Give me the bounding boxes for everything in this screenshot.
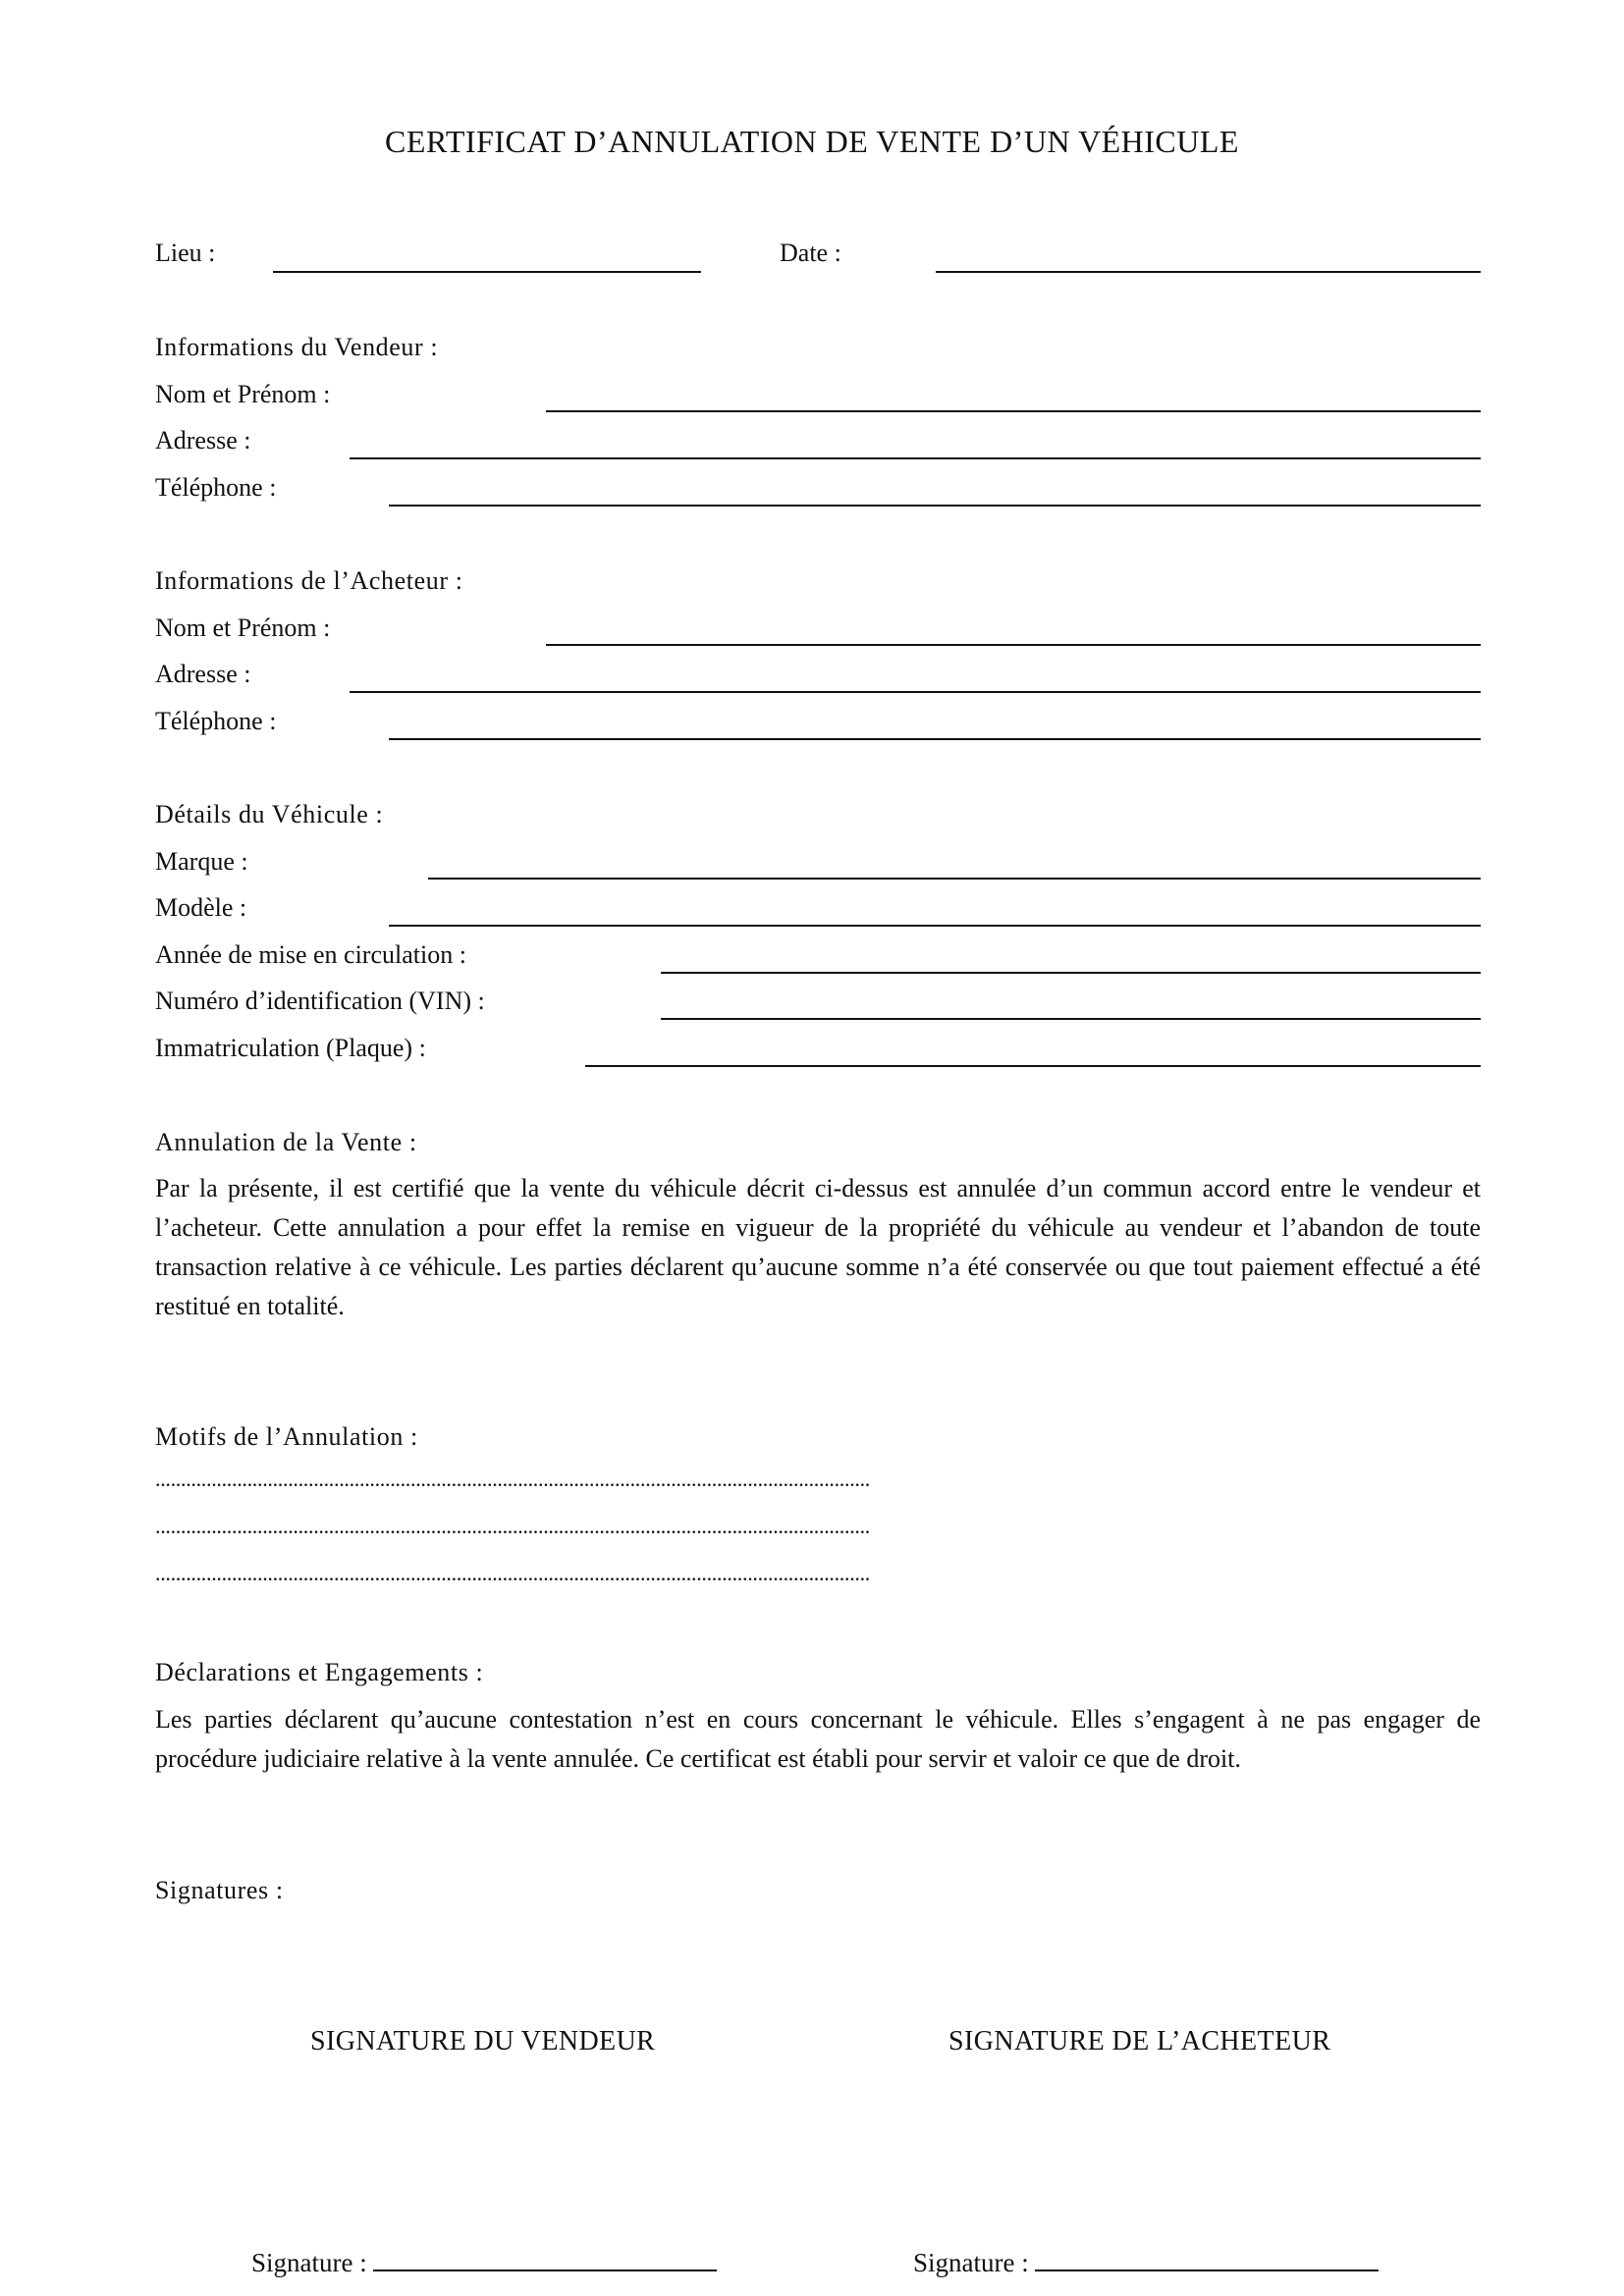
modele-field[interactable] xyxy=(389,925,1481,927)
vendeur-signature-label: Signature : xyxy=(251,2248,367,2277)
date-field[interactable] xyxy=(936,271,1481,273)
vendeur-adresse-field[interactable] xyxy=(350,457,1481,459)
acheteur-signature-label: Signature : xyxy=(913,2248,1029,2277)
annee-field[interactable] xyxy=(661,972,1481,974)
acheteur-telephone-field[interactable] xyxy=(389,738,1481,740)
date-label: Date : xyxy=(780,239,841,267)
acheteur-adresse-field[interactable] xyxy=(350,691,1481,693)
vin-field[interactable] xyxy=(661,1018,1481,1020)
marque-label: Marque : xyxy=(155,847,248,876)
annulation-heading: Annulation de la Vente : xyxy=(155,1128,417,1156)
acheteur-signature-field[interactable] xyxy=(1035,2250,1379,2271)
acheteur-signature-line[interactable] xyxy=(913,2248,1379,2278)
vendeur-nom-label: Nom et Prénom : xyxy=(155,380,331,408)
lieu-field[interactable] xyxy=(273,271,701,273)
motifs-heading: Motifs de l’Annulation : xyxy=(155,1422,418,1451)
vendeur-signature-line[interactable] xyxy=(251,2248,717,2278)
acheteur-signature-title: SIGNATURE DE L’ACHETEUR xyxy=(948,2026,1331,2056)
vendeur-signature-field[interactable] xyxy=(373,2250,717,2271)
vin-label: Numéro d’identification (VIN) : xyxy=(155,987,485,1015)
acheteur-heading: Informations de l’Acheteur : xyxy=(155,566,463,595)
acheteur-nom-field[interactable] xyxy=(546,644,1481,646)
vendeur-telephone-field[interactable] xyxy=(389,505,1481,507)
vendeur-nom-field[interactable] xyxy=(546,410,1481,412)
vendeur-adresse-label: Adresse : xyxy=(155,426,251,454)
declarations-heading: Déclarations et Engagements : xyxy=(155,1658,484,1686)
signatures-heading: Signatures : xyxy=(155,1876,284,1904)
motif-line-3[interactable]: ............................................................................................................................................ xyxy=(155,1561,871,1585)
modele-label: Modèle : xyxy=(155,893,247,922)
vehicule-heading: Détails du Véhicule : xyxy=(155,800,384,828)
acheteur-telephone-label: Téléphone : xyxy=(155,707,277,735)
vendeur-telephone-label: Téléphone : xyxy=(155,473,277,502)
immatriculation-field[interactable] xyxy=(585,1065,1481,1067)
acheteur-nom-label: Nom et Prénom : xyxy=(155,614,331,642)
vendeur-signature-title: SIGNATURE DU VENDEUR xyxy=(310,2026,656,2056)
motif-line-2[interactable]: ............................................................................................................................................ xyxy=(155,1514,871,1538)
immatriculation-label: Immatriculation (Plaque) : xyxy=(155,1034,426,1062)
lieu-label: Lieu : xyxy=(155,239,216,267)
motif-line-1[interactable]: ............................................................................................................................................ xyxy=(155,1467,871,1491)
annulation-paragraph: Par la présente, il est certifié que la vente du véhicule décrit ci-dessus est annulée d’un commun accord entre le vendeur et l’acheteur. Cette annulation a pour effet la remise en vigueur de la propriété du véhicule au vendeur et l’abandon de toute transaction relative à ce véhicule. Les parties déclarent qu’aucune somme n’a été conservée ou que tout paiement effectué a été restitué en totalité. xyxy=(155,1174,1481,1320)
document-title: CERTIFICAT D’ANNULATION DE VENTE D’UN VÉHICULE xyxy=(385,124,1239,159)
declarations-paragraph: Les parties déclarent qu’aucune contestation n’est en cours concernant le véhicule. Elles s’engagent à ne pas engager de procédure judiciaire relative à la vente annulée. Ce certificat est établi pour servir et valoir ce que de droit. xyxy=(155,1705,1481,1773)
marque-field[interactable] xyxy=(428,878,1481,880)
acheteur-adresse-label: Adresse : xyxy=(155,660,251,688)
vendeur-heading: Informations du Vendeur : xyxy=(155,333,439,361)
annee-label: Année de mise en circulation : xyxy=(155,940,466,969)
